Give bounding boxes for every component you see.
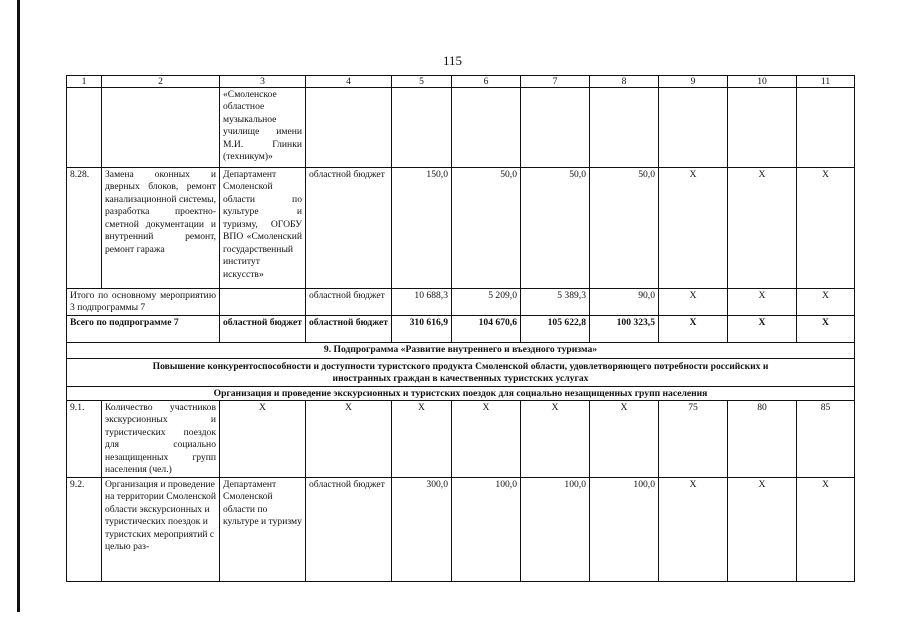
section-task-row (67, 386, 855, 400)
value-cell: X (392, 400, 452, 477)
executor-cell: «Смоленское областное музыкальное училище имени М.И. Глинки (техникум)» (220, 88, 306, 168)
value-cell: 300,0 (392, 477, 452, 581)
value-cell: X (452, 400, 521, 477)
col-header: 7 (521, 76, 590, 88)
funding-source: областной бюджет (306, 477, 392, 581)
executor-cell: областной бюджет (220, 316, 306, 343)
value-cell: X (728, 316, 797, 343)
page-number: 115 (442, 53, 463, 68)
value-cell: X (659, 316, 728, 343)
table-cell (102, 88, 220, 168)
funding-source: X (306, 400, 392, 477)
value-cell: X (797, 316, 855, 343)
budget-table (66, 75, 855, 582)
table-row-8-28 (67, 168, 855, 289)
value-cell: 100 323,5 (590, 316, 659, 343)
total-label: Итого по основному мероприятию 3 подпрограммы 7 (67, 289, 220, 316)
executor-cell: X (220, 400, 306, 477)
value-cell: 100,0 (590, 477, 659, 581)
value-cell: 10 688,3 (392, 289, 452, 316)
row-number: 9.2. (67, 477, 102, 581)
goal-heading: Повышение конкурентоспособности и доступности туристского продукта Смоленской области, удовлетворяющего потребности российских и иностранных граждан в качественных туристских услугах (67, 359, 855, 387)
funding-source: областной бюджет (306, 289, 392, 316)
table-row-vsego (67, 316, 855, 343)
table-cell (306, 88, 392, 168)
value-cell: X (521, 400, 590, 477)
table-cell (590, 88, 659, 168)
funding-source: областной бюджет (306, 168, 392, 289)
executor-cell: Департамент Смоленской области по культуре и туризму (220, 477, 306, 581)
value-cell: 90,0 (590, 289, 659, 316)
table-cell (728, 88, 797, 168)
measure-name: Количество участников экскурсионных и туристических поездок для социально незащищенных групп населения (чел.) (102, 400, 220, 477)
table-cell (521, 88, 590, 168)
value-cell: 5 209,0 (452, 289, 521, 316)
table-cell (67, 88, 102, 168)
col-header: 1 (67, 76, 102, 88)
value-cell: 80 (728, 400, 797, 477)
value-cell: 310 616,9 (392, 316, 452, 343)
subprogram-heading: 9. Подпрограмма «Развитие внутреннего и въездного туризма» (67, 343, 855, 359)
col-header: 10 (728, 76, 797, 88)
table-cell (392, 88, 452, 168)
table-row-9-1 (67, 400, 855, 477)
value-cell: 100,0 (452, 477, 521, 581)
measure-name: Замена оконных и дверных блоков, ремонт канализационной системы, разработка проектно-сметной документации и внутренний ремонт, ремонт гаража (102, 168, 220, 289)
table-cell (659, 88, 728, 168)
value-cell: 50,0 (521, 168, 590, 289)
executor-cell: Департамент Смоленской области по культуре и туризму, ОГОБУ ВПО «Смоленский государственный институт искусств» (220, 168, 306, 289)
col-header: 4 (306, 76, 392, 88)
column-number-row (67, 76, 855, 88)
value-cell: 50,0 (590, 168, 659, 289)
table-row-9-2 (67, 477, 855, 581)
funding-source: областной бюджет (306, 316, 392, 343)
value-cell: 85 (797, 400, 855, 477)
value-cell: 100,0 (521, 477, 590, 581)
value-cell: X (659, 168, 728, 289)
col-header: 8 (590, 76, 659, 88)
measure-name: Организация и проведение на территории Смоленской области экскурсионных и туристических поездок и туристских мероприятий с целью раз- (102, 477, 220, 581)
col-header: 11 (797, 76, 855, 88)
value-cell: 50,0 (452, 168, 521, 289)
value-cell: 104 670,6 (452, 316, 521, 343)
task-heading: Организация и проведение экскурсионных и туристских поездок для социально незащищенных групп населения (67, 386, 855, 400)
value-cell: X (797, 477, 855, 581)
scan-edge-bar (17, 0, 20, 612)
value-cell: X (659, 477, 728, 581)
table-cell (220, 289, 306, 316)
table-row-itogo (67, 289, 855, 316)
value-cell: X (797, 289, 855, 316)
value-cell: 5 389,3 (521, 289, 590, 316)
value-cell: 150,0 (392, 168, 452, 289)
col-header: 2 (102, 76, 220, 88)
col-header: 5 (392, 76, 452, 88)
value-cell: X (797, 168, 855, 289)
value-cell: X (728, 168, 797, 289)
col-header: 6 (452, 76, 521, 88)
row-number: 9.1. (67, 400, 102, 477)
col-header: 3 (220, 76, 306, 88)
value-cell: X (728, 289, 797, 316)
value-cell: X (728, 477, 797, 581)
table-cell (797, 88, 855, 168)
row-number: 8.28. (67, 168, 102, 289)
col-header: 9 (659, 76, 728, 88)
grand-total-label: Всего по подпрограмме 7 (67, 316, 220, 343)
value-cell: 75 (659, 400, 728, 477)
value-cell: X (659, 289, 728, 316)
table-cell (452, 88, 521, 168)
value-cell: X (590, 400, 659, 477)
section-goal-row (67, 359, 855, 387)
table-row-continuation (67, 88, 855, 168)
section-subprogram-row (67, 343, 855, 359)
value-cell: 105 622,8 (521, 316, 590, 343)
